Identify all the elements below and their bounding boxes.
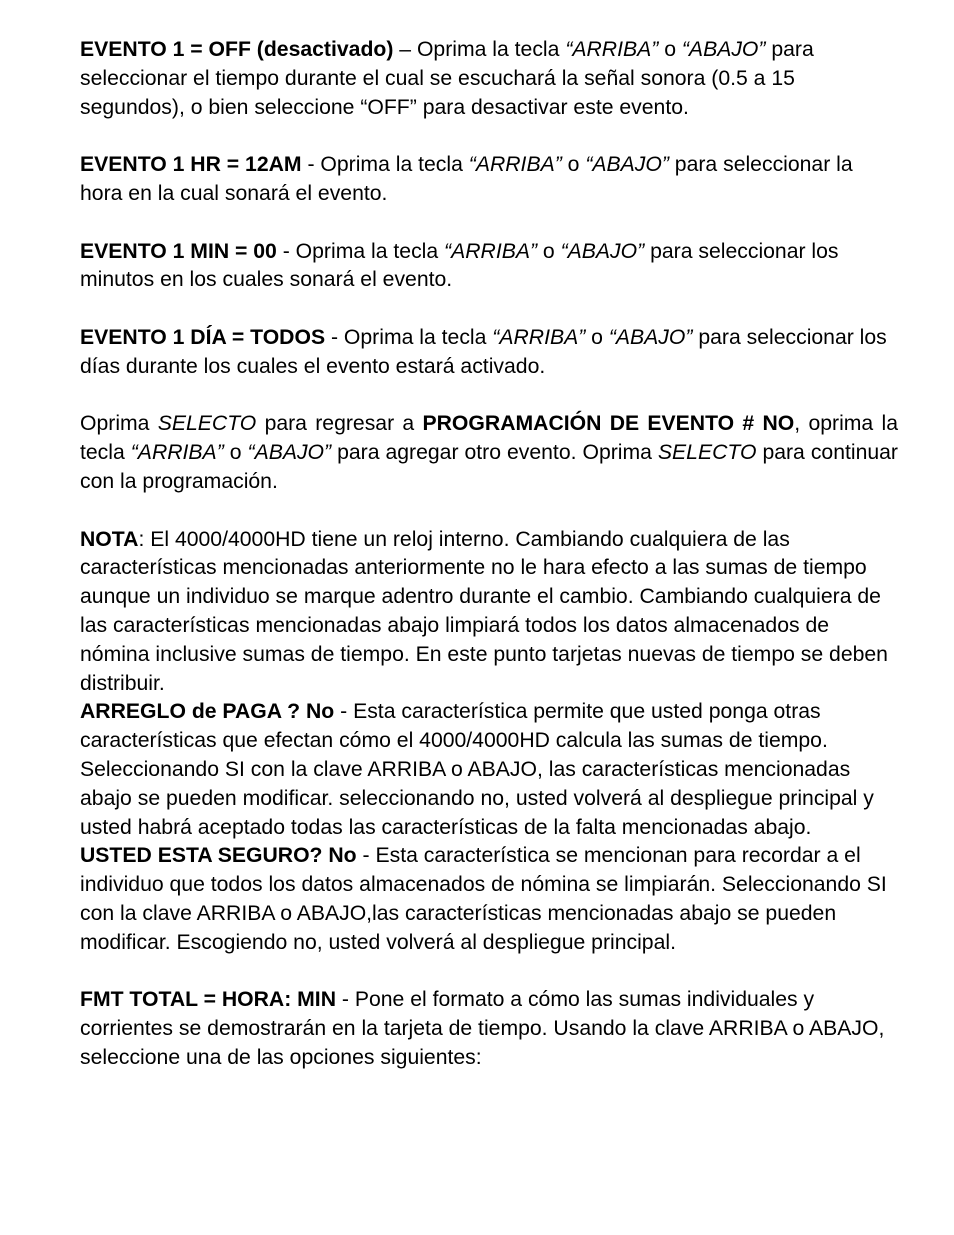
key-arriba: “ARRIBA”: [468, 153, 562, 177]
text-run: - Oprima la tecla: [276, 239, 445, 263]
key-arriba: “ARRIBA”: [130, 441, 224, 465]
arreglo-heading: ARREGLO de PAGA ? No: [80, 700, 335, 724]
evento-dia-paragraph: [80, 324, 898, 382]
text-run: para seleccionar el tiempo durante el cual se escuchará la señal sonora (0.5 a 15 segundos), o bien seleccione “OFF” para desactivar este evento.: [80, 38, 814, 119]
document-page: [80, 36, 898, 1073]
evento-off-heading: EVENTO 1 = OFF (desactivado): [80, 38, 394, 61]
fmt-heading: FMT TOTAL = HORA: MIN: [80, 988, 336, 1012]
key-abajo: “ABAJO”: [560, 239, 645, 263]
selecto-paragraph: [80, 410, 898, 496]
nota-paragraph: [80, 526, 898, 699]
text-run: para seleccionar los minutos en los cuales sonará el evento.: [80, 239, 839, 292]
arreglo-body: - Esta característica permite que usted ponga otras características que efectan cómo el 4000/4000HD calcula las sumas de tiempo. Seleccionando SI con la clave ARRIBA o ABAJO, las características mencionadas abajo se pueden modificar. seleccionando no, usted volverá al despliegue principal y usted habrá aceptado todas las características de la falta mencionadas abajo.: [80, 700, 874, 839]
text-run: , oprima la tecla: [80, 412, 898, 465]
fmt-body: - Pone el formato a cómo las sumas individuales y corrientes se demostrarán en la tarjeta de tiempo. Usando la clave ARRIBA o ABAJO, seleccione una de las opciones siguientes:: [80, 988, 885, 1069]
evento-hr-paragraph: [80, 151, 898, 209]
text-run: – Oprima la tecla: [393, 38, 566, 61]
text-run: para seleccionar la hora en la cual sonará el evento.: [80, 153, 853, 205]
evento-min-paragraph: [80, 238, 898, 296]
evento-hr-heading: EVENTO 1 HR = 12AM: [80, 153, 302, 177]
key-arriba: “ARRIBA”: [444, 239, 538, 263]
text-run: Oprima: [80, 412, 158, 436]
text-run: o: [561, 153, 586, 177]
nota-body: : El 4000/4000HD tiene un reloj interno. Cambiando cualquiera de las características mencionadas anteriormente no le hara efecto a las sumas de tiempo aunque un individuo se marque adentro durante el cambio. Cambiando cualquiera de las características mencionadas abajo limpiará todos los datos almacenados de nómina inclusive sumas de tiempo. En este punto tarjetas nuevas de tiempo se deben distribuir.: [80, 527, 888, 695]
arreglo-paragraph: [80, 698, 898, 842]
key-selecto: SELECTO: [657, 441, 757, 465]
text-run: para agregar otro evento. Oprima: [331, 441, 658, 465]
nota-heading: NOTA: [80, 527, 139, 551]
evento-min-heading: EVENTO 1 MIN = 00: [80, 239, 277, 263]
programacion-heading: PROGRAMACIÓN DE EVENTO # NO: [422, 412, 795, 436]
text-run: o: [658, 38, 682, 61]
key-arriba: “ARRIBA”: [492, 325, 586, 349]
text-run: para continuar con la programación.: [80, 441, 898, 493]
fmt-paragraph: [80, 986, 898, 1072]
text-run: para regresar a: [256, 412, 423, 436]
text-run: o: [223, 441, 248, 465]
seguro-heading: USTED ESTA SEGURO? No: [80, 844, 357, 868]
key-arriba: “ARRIBA”: [565, 38, 659, 61]
evento-off-paragraph: [80, 36, 898, 122]
key-abajo: “ABAJO”: [681, 38, 766, 61]
text-run: o: [537, 239, 561, 263]
key-abajo: “ABAJO”: [608, 325, 693, 349]
key-abajo: “ABAJO”: [247, 441, 332, 465]
seguro-paragraph: [80, 842, 898, 957]
text-run: - Oprima la tecla: [325, 325, 493, 349]
key-selecto: SELECTO: [157, 412, 257, 436]
evento-dia-heading: EVENTO 1 DÍA = TODOS: [80, 325, 326, 349]
seguro-body: - Esta característica se mencionan para recordar a el individuo que todos los datos almacenados de nómina se limpiarán. Seleccionando SI con la clave ARRIBA o ABAJO,las características mencionadas abajo se pueden modificar. Escogiendo no, usted volverá al despliegue principal.: [80, 844, 887, 954]
key-abajo: “ABAJO”: [585, 153, 669, 177]
text-run: o: [585, 325, 609, 349]
text-run: - Oprima la tecla: [301, 153, 469, 177]
text-run: para seleccionar los días durante los cuales el evento estará activado.: [80, 325, 887, 378]
